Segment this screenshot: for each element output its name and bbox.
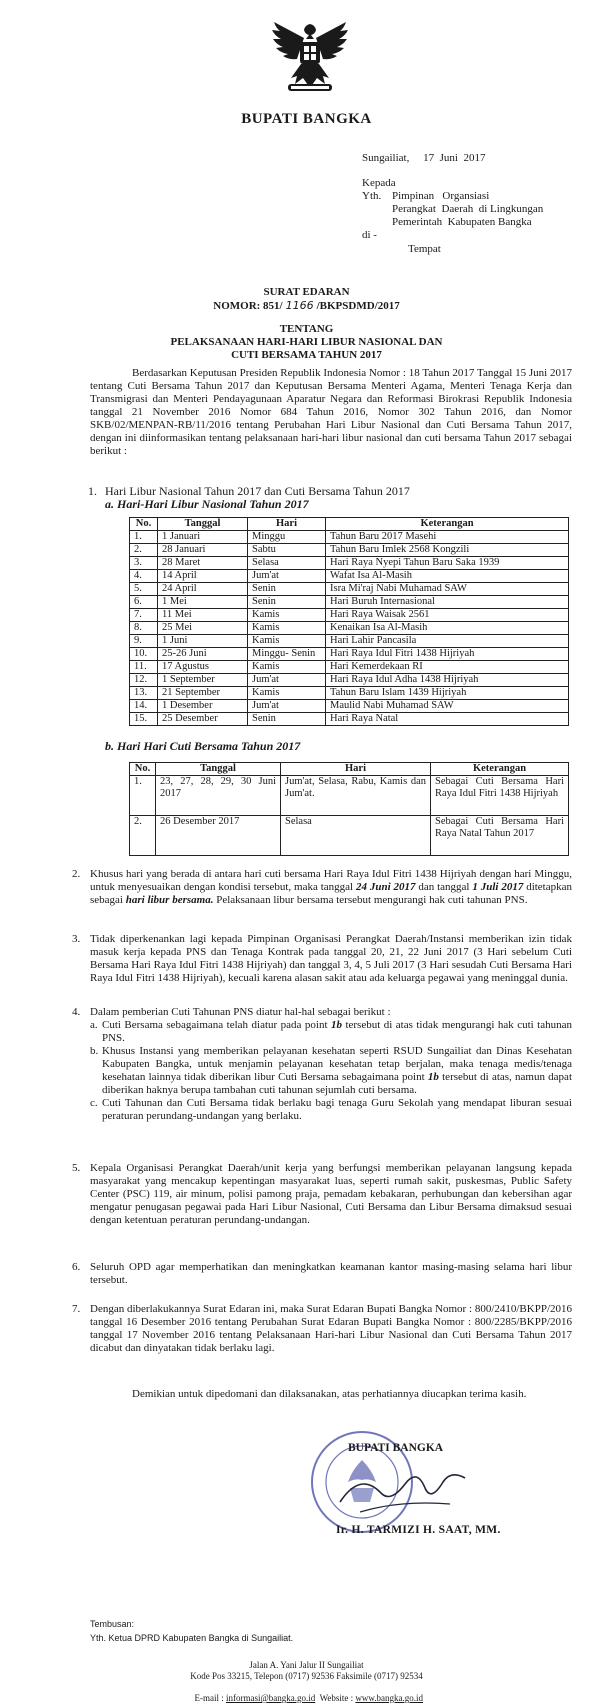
table-row: [130, 635, 569, 648]
website-link[interactable]: www.bangka.go.id: [355, 1693, 424, 1703]
cell-tanggal: 17 Agustus: [158, 661, 248, 674]
cell-no: 4.: [130, 570, 158, 583]
cuti-bersama-table: [129, 762, 569, 856]
cell-hari: Kamis: [248, 661, 326, 674]
cell-keterangan: Isra Mi'raj Nabi Muhamad SAW: [326, 583, 569, 596]
letter-type: SURAT EDARAN: [263, 286, 350, 298]
cell-no: 1.: [130, 776, 156, 816]
point-text: Kepala Organisasi Perangkat Daerah/unit kerja yang berfungsi memberikan pelayanan langsung kepada masyarakat yang mencakup kepentingan masyarakat luas, seperti rumah sakit, puskesmas, Public Safety Center (PSC) 119, air minum, polisi pamong praja, pemadam kebakaran, perhubungan dan kebersihan agar mengatur penugasan pegawai pada Hari Libur Nasional, Cuti Bersama dan Libur Bersama dimaksud sesuai dengan ketentuan peraturan perundang-undangan.: [90, 1162, 572, 1226]
cell-keterangan: Wafat Isa Al-Masih: [326, 570, 569, 583]
cell-tanggal: 23, 27, 28, 29, 30 Juni 2017: [156, 776, 281, 816]
tembusan-item: Yth. Ketua DPRD Kabupaten Bangka di Sungailiat.: [90, 1633, 294, 1643]
cell-no: 14.: [130, 700, 158, 713]
office-heading: BUPATI BANGKA: [241, 111, 372, 127]
header-keterangan: Keterangan: [326, 518, 569, 531]
sub-label: a.: [90, 1019, 98, 1031]
table-row: [130, 648, 569, 661]
intro-paragraph: Berdasarkan Keputusan Presiden Republik Indonesia Nomor : 18 Tahun 2017 Tanggal 15 Juni 2017 tentang Cuti Bersama Tahun 2017 dan Keputusan Bersama Menteri Agama, Menteri Tenaga Kerja dan Transmigrasi dan Menteri Pendayagunaan Aparatur Negara dan Reformasi Birokrasi Republik Indonesia tanggal 21 November 2016 Nomor 684 Tahun 2016, Nomor 302 Tahun 2016, dan Nomor SKB/02/MENPAN-RB/11/2016 tentang Perubahan Hari Libur Nasional dan Cuti Bersama Tahun 2017, dengan ini diinformasikan tentang pelaksanaan hari-hari libur nasional dan cuti bersama Tahun 2017 sebagai berikut :: [90, 367, 572, 457]
table-row: [130, 622, 569, 635]
table-row: [130, 544, 569, 557]
cell-tanggal: 1 Mei: [158, 596, 248, 609]
point-text: tersebut di atas, namun dapat diberikan haknya berupa tambahan cuti tahunan sejumlah cuti bersama.: [102, 1071, 572, 1096]
cell-hari: Senin: [248, 583, 326, 596]
cell-tanggal: 25 Mei: [158, 622, 248, 635]
point-text: Khusus Instansi yang memberikan pelayanan kesehatan seperti RSUD Sungailiat dan Dinas Kesehatan Kabupaten Bangka, untuk menjamin pelayanan kesehatan tetap berjalan, maka tenaga medis/tenaga kesehatan lainnya tidak diberikan libur Cuti Bersama sebagaimana point: [102, 1045, 572, 1083]
point-text: Cuti Tahunan dan Cuti Bersama tidak berlaku bagi tenaga Guru Sekolah yang mendapat liburan sesuai peraturan perundang-undangan yang berlaku.: [102, 1097, 572, 1122]
cell-hari: Minggu: [248, 531, 326, 544]
cell-keterangan: Maulid Nabi Muhamad SAW: [326, 700, 569, 713]
point-number: 4.: [72, 1006, 81, 1018]
cell-no: 1.: [130, 531, 158, 544]
cell-hari: Selasa: [281, 816, 431, 856]
cell-keterangan: Sebagai Cuti Bersama Hari Raya Idul Fitri 1438 Hijriyah: [431, 776, 569, 816]
point-3: [72, 933, 572, 985]
point-2: [72, 868, 573, 907]
cell-tanggal: 25-26 Juni: [158, 648, 248, 661]
number-handwritten: 1166: [285, 299, 314, 312]
email-link[interactable]: informasi@bangka.go.id: [225, 1693, 316, 1703]
cell-no: 12.: [130, 674, 158, 687]
recipient-line-3: Pemerintah Kabupaten Bangka: [392, 216, 532, 228]
letter-number: [0, 299, 613, 313]
section-1-title: Hari Libur Nasional Tahun 2017 dan Cuti Bersama Tahun 2017: [105, 484, 410, 498]
cell-hari: Minggu- Senin: [248, 648, 326, 661]
cell-keterangan: Sebagai Cuti Bersama Hari Raya Natal Tahun 2017: [431, 816, 569, 856]
footer-address: Jalan A. Yani Jalur II Sungailiat: [249, 1660, 364, 1670]
cell-keterangan: Hari Raya Natal: [326, 713, 569, 726]
point-5: [72, 1162, 572, 1227]
point-4a: [90, 1019, 572, 1045]
header-no: No.: [130, 518, 158, 531]
cell-keterangan: Hari Buruh Internasional: [326, 596, 569, 609]
emphasis-date: 24 Juni 2017: [355, 881, 416, 893]
cell-keterangan: Hari Lahir Pancasila: [326, 635, 569, 648]
cell-no: 11.: [130, 661, 158, 674]
table-row: [130, 531, 569, 544]
header-no: No.: [130, 763, 156, 776]
cell-keterangan: Tahun Baru Imlek 2568 Kongzili: [326, 544, 569, 557]
cell-hari: Jum'at: [248, 570, 326, 583]
holiday-table: [129, 517, 569, 726]
cell-tanggal: 26 Desember 2017: [156, 816, 281, 856]
section-1-number: 1.: [88, 484, 97, 498]
cell-tanggal: 25 Desember: [158, 713, 248, 726]
point-4b: [90, 1045, 572, 1097]
cell-hari: Selasa: [248, 557, 326, 570]
cell-tanggal: 1 Juni: [158, 635, 248, 648]
cell-keterangan: Kenaikan Isa Al-Masih: [326, 622, 569, 635]
subsection-b-title: b. Hari Hari Cuti Bersama Tahun 2017: [105, 739, 301, 753]
point-text: Dengan diberlakukannya Surat Edaran ini, maka Surat Edaran Bupati Bangka Nomor : 800/2410/BKPP/2016 tanggal 16 Desember 2016 tentang Perubahan Surat Edaran Bupati Bangka Nomor : 800/2285/BKPP/2016 tanggal 17 November 2016 tentang Pelaksanaan Hari-hari Libur Nasional dan Cuti Bersama Tahun 2017 dicabut dan dinyatakan tidak berlaku lagi.: [90, 1303, 572, 1354]
table-header-row: [130, 763, 569, 776]
cell-no: 6.: [130, 596, 158, 609]
table-header-row: [130, 518, 569, 531]
cell-keterangan: Hari Kemerdekaan RI: [326, 661, 569, 674]
table-row: [130, 609, 569, 622]
cell-no: 15.: [130, 713, 158, 726]
emphasis-date: 1 Juli 2017: [472, 881, 524, 893]
recipient-line-1: Pimpinan Organsiasi: [392, 190, 490, 202]
header-hari: Hari: [248, 518, 326, 531]
emphasis-ref: 1b: [330, 1019, 342, 1031]
cell-keterangan: Hari Raya Nyepi Tahun Baru Saka 1939: [326, 557, 569, 570]
table-row: [130, 583, 569, 596]
point-7: [72, 1303, 572, 1355]
number-suffix: /BKPSDMD/2017: [316, 300, 400, 312]
cell-hari: Kamis: [248, 635, 326, 648]
table-row: [130, 713, 569, 726]
cell-no: 13.: [130, 687, 158, 700]
di-label: di -: [362, 229, 377, 241]
header-tanggal: Tanggal: [158, 518, 248, 531]
table-row: [130, 570, 569, 583]
point-text: Seluruh OPD agar memperhatikan dan meningkatkan keamanan kantor masing-masing selama hari libur tersebut.: [90, 1261, 572, 1286]
table-row: [130, 557, 569, 570]
cell-hari: Jum'at: [248, 700, 326, 713]
website-label: Website :: [315, 1693, 356, 1703]
cell-keterangan: Hari Raya Waisak 2561: [326, 609, 569, 622]
email-label: E-mail :: [194, 1693, 226, 1703]
table-row: [130, 700, 569, 713]
handwritten-signature: [330, 1462, 480, 1522]
cell-tanggal: 28 Maret: [158, 557, 248, 570]
point-number: 6.: [72, 1261, 81, 1273]
footer-contact: Kode Pos 33215, Telepon (0717) 92536 Faksimile (0717) 92534: [190, 1671, 423, 1681]
point-text: Tidak diperkenankan lagi kepada Pimpinan Organisasi Perangkat Daerah/Instansi memberikan izin tidak masuk kerja kepada PNS dan Tenaga Kontrak pada tanggal 20, 21, 22 Juni 2017 (3 Hari sebelum Cuti Bersama Hari Raya Idul Fitri 1438 Hijriyah) dan tanggal 3, 4, 5 Juli 2017 (3 Hari sesudah Cuti Bersama Hari Raya Idul Fitri 1438 Hijriyah), kecuali karena alasan sakit atau ada keluarga pegawai yang meninggal dunia.: [90, 933, 572, 984]
subject-line-1: PELAKSANAAN HARI-HARI LIBUR NASIONAL DAN: [170, 336, 443, 348]
sub-label: c.: [90, 1097, 98, 1109]
cell-hari: Jum'at: [248, 674, 326, 687]
point-number: 7.: [72, 1303, 81, 1315]
closing-paragraph: Demikian untuk dipedomani dan dilaksanakan, atas perhatiannya diucapkan terima kasih.: [132, 1388, 527, 1400]
point-4: [72, 1006, 572, 1123]
cell-hari: Senin: [248, 713, 326, 726]
table-row: [130, 674, 569, 687]
point-text: tersebut di atas tidak mengurangi hak cuti tahunan PNS.: [102, 1019, 572, 1044]
point-text: dan tanggal: [415, 881, 473, 893]
subsection-a-title: a. Hari-Hari Libur Nasional Tahun 2017: [105, 497, 309, 511]
cell-tanggal: 24 April: [158, 583, 248, 596]
signatory-name: Ir. H. TARMIZI H. SAAT, MM.: [336, 1524, 501, 1536]
cell-no: 2.: [130, 544, 158, 557]
subject-line-2: CUTI BERSAMA TAHUN 2017: [231, 349, 382, 361]
cell-tanggal: 28 Januari: [158, 544, 248, 557]
cell-no: 9.: [130, 635, 158, 648]
tempat-label: Tempat: [408, 243, 441, 255]
table-row: [130, 816, 569, 856]
table-row: [130, 661, 569, 674]
place-date: Sungailiat, 17 Juni 2017: [362, 152, 486, 164]
point-number: 2.: [72, 868, 81, 880]
header-tanggal: Tanggal: [156, 763, 281, 776]
cell-no: 10.: [130, 648, 158, 661]
cell-hari: Kamis: [248, 609, 326, 622]
cell-tanggal: 1 September: [158, 674, 248, 687]
cell-hari: Kamis: [248, 622, 326, 635]
cell-hari: Senin: [248, 596, 326, 609]
garuda-emblem: [265, 18, 355, 100]
header-keterangan: Keterangan: [431, 763, 569, 776]
tentang-label: TENTANG: [279, 323, 334, 335]
cell-tanggal: 1 Desember: [158, 700, 248, 713]
cell-keterangan: Hari Raya Idul Adha 1438 Hijriyah: [326, 674, 569, 687]
cell-tanggal: 11 Mei: [158, 609, 248, 622]
cell-tanggal: 14 April: [158, 570, 248, 583]
cell-no: 3.: [130, 557, 158, 570]
cell-no: 8.: [130, 622, 158, 635]
point-text: ditetapkan sebagai: [90, 881, 573, 906]
point-text: Pelaksanaan libur bersama tersebut mengurangi hak cuti tahunan PNS.: [213, 894, 528, 906]
point-text: Khusus hari yang berada di antara hari cuti bersama Hari Raya Idul Fitri 1438 Hijriyah dengan hari Minggu, untuk menyesuaikan dengan kondisi tersebut, maka tanggal: [90, 868, 572, 893]
header-hari: Hari: [281, 763, 431, 776]
kepada-label: Kepada: [362, 177, 396, 189]
cell-keterangan: Hari Raya Idul Fitri 1438 Hijriyah: [326, 648, 569, 661]
tembusan-label: Tembusan:: [90, 1619, 135, 1629]
cell-no: 7.: [130, 609, 158, 622]
table-row: [130, 776, 569, 816]
cell-no: 2.: [130, 816, 156, 856]
emphasis-ref: 1b: [427, 1071, 439, 1083]
table-row: [130, 596, 569, 609]
recipient-line-2: Perangkat Daerah di Lingkungan: [392, 203, 544, 215]
signature-office: BUPATI BANGKA: [348, 1442, 444, 1454]
point-number: 3.: [72, 933, 81, 945]
cell-hari: Jum'at, Selasa, Rabu, Kamis dan Jum'at.: [281, 776, 431, 816]
cell-tanggal: 21 September: [158, 687, 248, 700]
cell-hari: Kamis: [248, 687, 326, 700]
footer-links: [0, 1682, 613, 1704]
table-row: [130, 687, 569, 700]
number-prefix: NOMOR: 851/: [213, 300, 283, 312]
emphasis-phrase: hari libur bersama.: [125, 894, 214, 906]
sub-label: b.: [90, 1045, 99, 1057]
cell-keterangan: Tahun Baru 2017 Masehi: [326, 531, 569, 544]
point-text: Cuti Bersama sebagaimana telah diatur pada point: [102, 1019, 331, 1031]
cell-keterangan: Tahun Baru Islam 1439 Hijriyah: [326, 687, 569, 700]
cell-no: 5.: [130, 583, 158, 596]
yth-label: Yth.: [362, 190, 382, 202]
cell-tanggal: 1 Januari: [158, 531, 248, 544]
point-number: 5.: [72, 1162, 81, 1174]
point-6: [72, 1261, 572, 1287]
point-lead: Dalam pemberian Cuti Tahunan PNS diatur hal-hal sebagai berikut :: [90, 1006, 391, 1018]
point-4c: [90, 1097, 572, 1123]
cell-hari: Sabtu: [248, 544, 326, 557]
